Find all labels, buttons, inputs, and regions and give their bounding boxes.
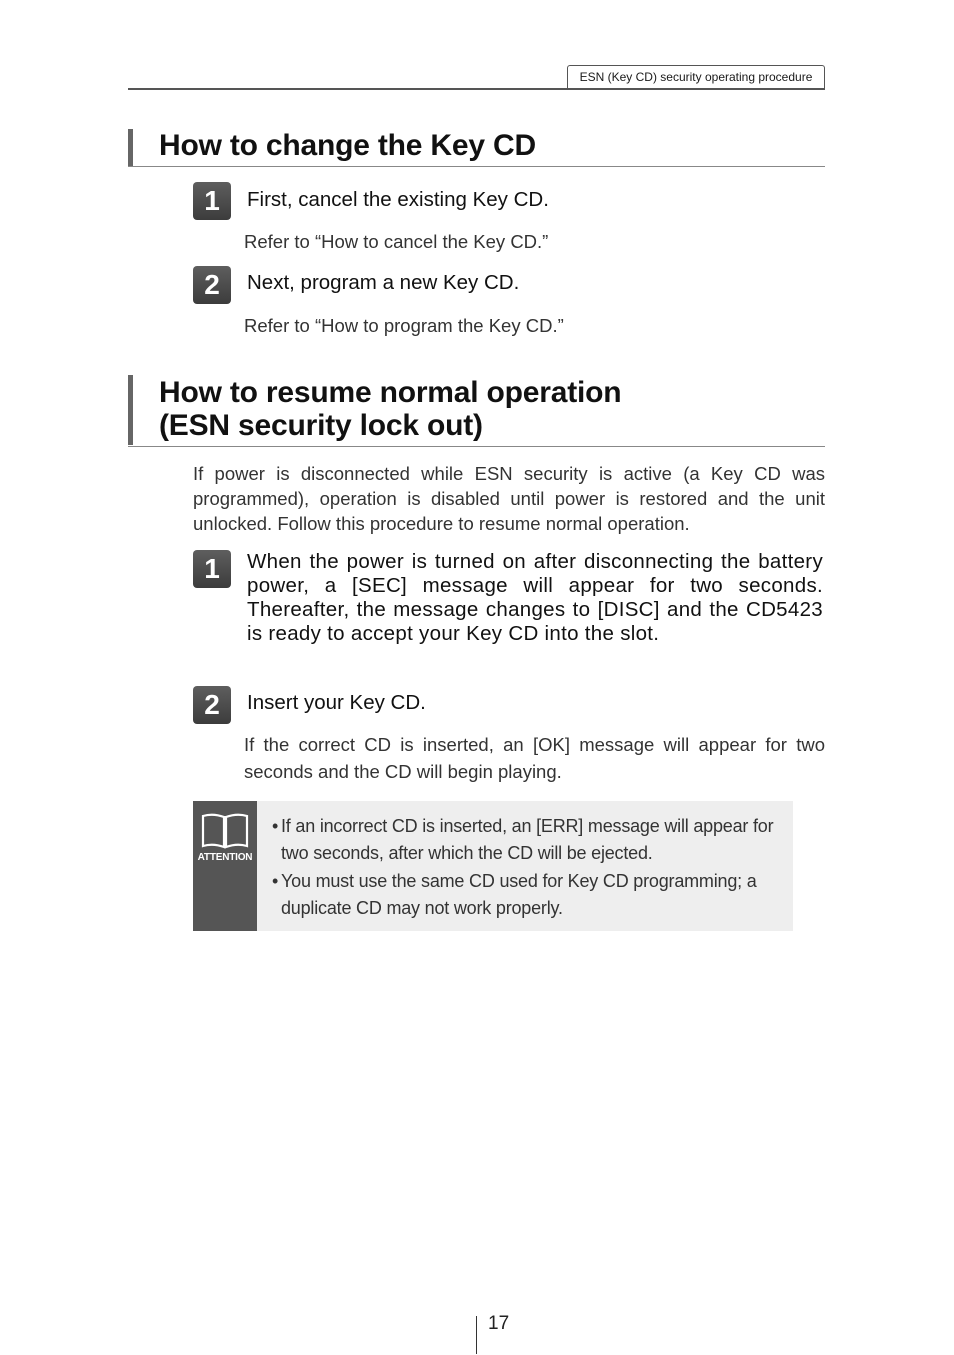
running-header-tab: ESN (Key CD) security operating procedure xyxy=(567,65,825,89)
step-note: If the correct CD is inserted, an [OK] message will appear for two seconds and the CD will begin playing. xyxy=(244,734,825,782)
step-heading: Next, program a new Key CD. xyxy=(247,271,520,294)
header-rule xyxy=(128,88,825,90)
attention-item-text: If an incorrect CD is inserted, an [ERR] message will appear for two seconds, after which the CD will be ejected. xyxy=(281,816,774,863)
section-title-resume-line1: How to resume normal operation xyxy=(159,376,622,409)
step-heading: When the power is turned on after disconnecting the battery power, a [SEC] message will appear for two seconds. Thereafter, the message changes to [DISC] and the CD5423 is ready to accept your Key CD into the slot. xyxy=(247,550,823,645)
step-note: Refer to “How to program the Key CD.” xyxy=(244,315,564,336)
step-heading: Insert your Key CD. xyxy=(247,691,426,714)
step-number-badge: 1 xyxy=(193,550,231,588)
step-number-badge: 2 xyxy=(193,266,231,304)
section-rule xyxy=(128,446,825,447)
bullet-icon: • xyxy=(272,871,279,891)
section-title-change-key-cd: How to change the Key CD xyxy=(159,129,536,162)
attention-item xyxy=(272,868,786,922)
intro-paragraph: If power is disconnected while ESN security is active (a Key CD was programmed), operation is disabled until power is restored and the unit unlocked. Follow this procedure to resume normal operation. xyxy=(193,463,825,534)
step-number-badge: 1 xyxy=(193,182,231,220)
attention-item xyxy=(272,813,786,867)
step-heading: First, cancel the existing Key CD. xyxy=(247,188,549,211)
page-number-rule xyxy=(476,1316,477,1354)
section-rule xyxy=(128,166,825,167)
page-number: 17 xyxy=(488,1313,510,1334)
section-title-resume-line2: (ESN security lock out) xyxy=(159,409,483,442)
attention-item-text: You must use the same CD used for Key CD programming; a duplicate CD may not work properly. xyxy=(281,871,757,918)
attention-label: ATTENTION xyxy=(197,852,253,863)
book-icon xyxy=(200,811,250,851)
bullet-icon: • xyxy=(272,816,279,836)
section-marker-bar xyxy=(128,375,133,445)
step-number-badge: 2 xyxy=(193,686,231,724)
step-note: Refer to “How to cancel the Key CD.” xyxy=(244,231,549,252)
section-marker-bar xyxy=(128,129,133,167)
